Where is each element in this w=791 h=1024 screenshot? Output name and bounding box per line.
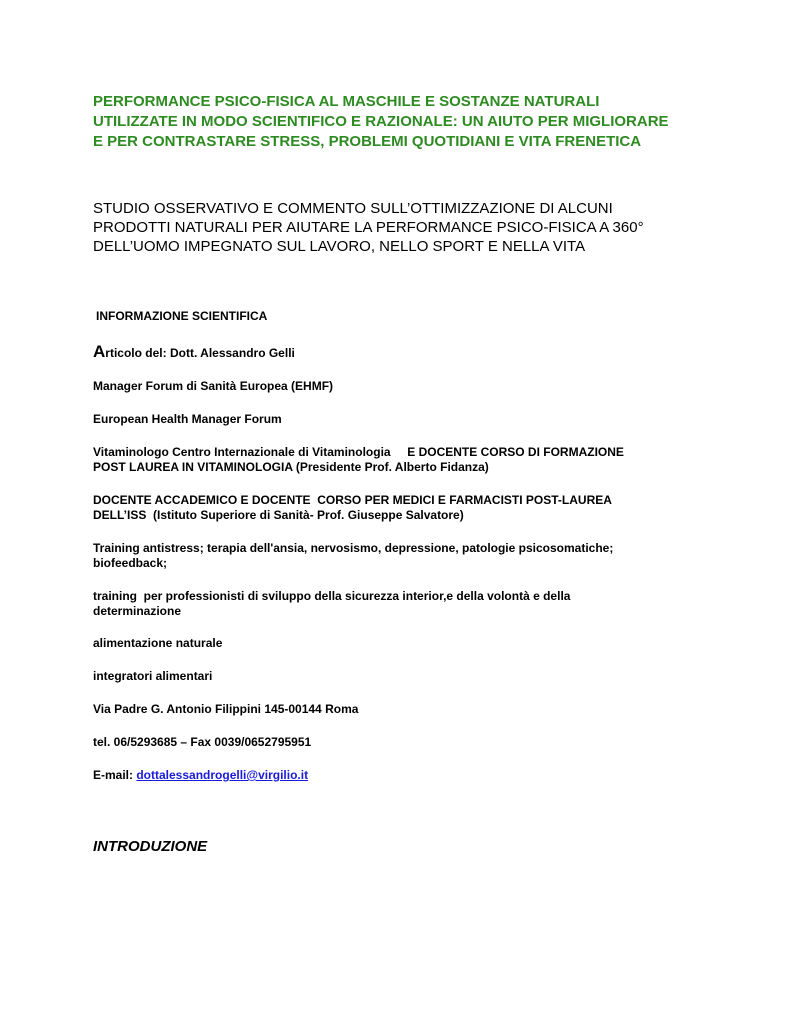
detail-docente-line-1: DOCENTE ACCADEMICO E DOCENTE CORSO PER MEDICI E FARMACISTI POST-LAUREA [93,493,612,507]
detail-docente-line-2: DELL’ISS (Istituto Superiore di Sanità- Prof. Giuseppe Salvatore) [93,508,464,522]
title-line-2: UTILIZZATE IN MODO SCIENTIFICO E RAZIONALE: UN AIUTO PER MIGLIORARE [93,113,669,130]
info-label: INFORMAZIONE SCIENTIFICA [96,309,268,323]
detail-integratori: integratori alimentari [93,669,213,683]
detail-vitaminologo-line-2: POST LAUREA IN VITAMINOLOGIA (Presidente Prof. Alberto Fidanza) [93,460,489,474]
detail-phone: tel. 06/5293685 – Fax 0039/0652795951 [93,735,312,749]
detail-training-antistress-line-2: biofeedback; [93,556,168,570]
article-initial: A [93,342,106,361]
introduction-heading: INTRODUZIONE [93,838,208,855]
detail-training-antistress [93,541,613,571]
document-title [93,92,733,152]
subtitle-line-2: PRODOTTI NATURALI PER AIUTARE LA PERFORMANCE PSICO-FISICA A 360° [93,219,644,236]
subtitle-line-3: DELL’UOMO IMPEGNATO SUL LAVORO, NELLO SPORT E NELLA VITA [93,238,586,255]
detail-email [93,768,308,783]
detail-training-professionisti-line-2: determinazione [93,604,182,618]
article-author [93,342,295,363]
detail-address: Via Padre G. Antonio Filippini 145-00144 Roma [93,702,359,716]
detail-vitaminologo [93,445,624,475]
detail-training-professionisti-line-1: training per professionisti di sviluppo della sicurezza interior,e della volontà e della [93,589,571,603]
document-subtitle [93,199,733,256]
article-author-text: rticolo del: Dott. Alessandro Gelli [105,346,295,360]
detail-docente [93,493,612,523]
detail-vitaminologo-line-1: Vitaminologo Centro Internazionale di Vitaminologia E DOCENTE CORSO DI FORMAZIONE [93,445,624,459]
detail-training-antistress-line-1: Training antistress; terapia dell'ansia, nervosismo, depressione, patologie psicosomatiche; [93,541,614,555]
detail-manager: Manager Forum di Sanità Europea (EHMF) [93,379,334,393]
detail-training-professionisti [93,589,570,619]
detail-alimentazione: alimentazione naturale [93,636,223,650]
email-link[interactable]: dottalessandrogelli@virgilio.it [136,768,309,782]
title-line-1: PERFORMANCE PSICO-FISICA AL MASCHILE E SOSTANZE NATURALI [93,93,600,110]
subtitle-line-1: STUDIO OSSERVATIVO E COMMENTO SULL’OTTIMIZZAZIONE DI ALCUNI [93,200,613,217]
detail-forum: European Health Manager Forum [93,412,282,426]
email-label: E-mail: [93,768,137,782]
title-line-3: E PER CONTRASTARE STRESS, PROBLEMI QUOTIDIANI E VITA FRENETICA [93,133,642,150]
